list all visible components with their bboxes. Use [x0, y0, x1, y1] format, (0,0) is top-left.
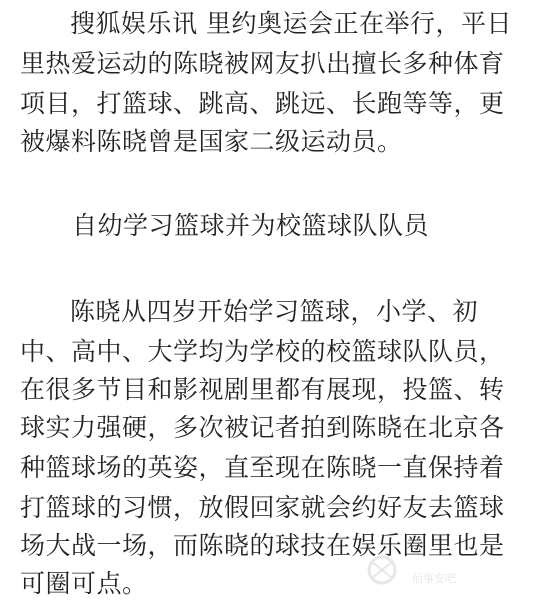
paragraph-1-line-1: 搜狐娱乐讯 里约奥运会正在举行，平日 [70, 9, 512, 38]
paragraph-2-line-5: 种篮球场的英姿，直至现在陈晓一直保持着 [20, 453, 505, 482]
paragraph-2-line-4: 球实力强硬，多次被记者拍到陈晓在北京各 [20, 413, 505, 442]
paragraph-2-line-3: 在很多节目和影视剧里都有展现，投篮、转 [20, 375, 505, 404]
paragraph-2-line-8: 可圈可点。 [20, 569, 148, 598]
paragraph-1-line-3: 项目，打篮球、跳高、跳远、长跑等等，更 [20, 89, 505, 118]
watermark [360, 550, 510, 594]
paragraph-2-line-7: 场大战一场，而陈晓的球技在娱乐圈里也是 [20, 531, 505, 560]
watermark-logo-icon [360, 550, 410, 590]
paragraph-2-line-6: 打篮球的习惯，放假回家就会约好友去篮球 [20, 493, 505, 522]
watermark-text: 佰事安吧 [412, 572, 456, 585]
paragraph-2-line-1: 陈晓从四岁开始学习篮球，小学、初 [70, 297, 479, 326]
paragraph-2-line-2: 中、高中、大学均为学校的校篮球队队员， [20, 337, 505, 366]
paragraph-1-line-2: 里热爱运动的陈晓被网友扒出擅长多种体育 [20, 49, 505, 78]
paragraph-1-line-4: 被爆料陈晓曾是国家二级运动员。 [20, 127, 403, 156]
section-heading: 自幼学习篮球并为校篮球队队员 [72, 211, 430, 240]
